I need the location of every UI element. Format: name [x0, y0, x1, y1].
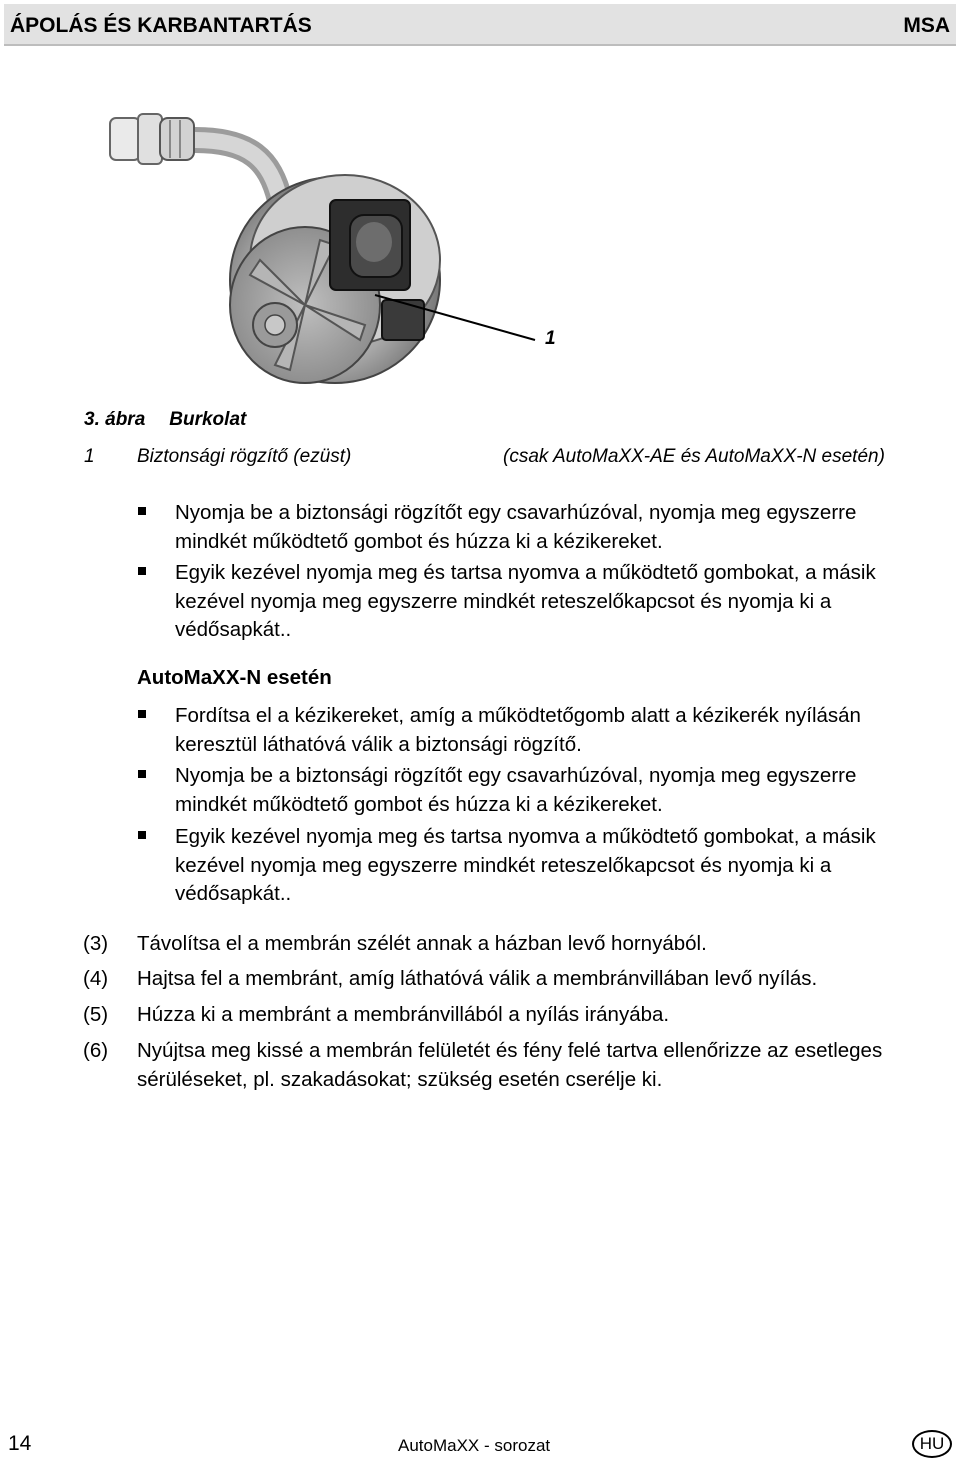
- header-bar: [4, 4, 956, 46]
- legend-number: 1: [84, 446, 95, 467]
- step-number: (3): [83, 932, 109, 955]
- bullet-item: Nyomja be a biztonsági rögzítőt egy csavarhúzóval, nyomja meg egyszerre mindkét működtető gombot és húzza ki a kézikereket.: [175, 762, 915, 819]
- bullet-item: Egyik kezével nyomja meg és tartsa nyomva a működtető gombokat, a másik kezével nyomja meg egyszerre mindkét reteszelőkapcsot és nyomja ki a védősapkát..: [175, 559, 915, 645]
- step-text: Húzza ki a membránt a membránvillából a nyílás irányába.: [137, 1003, 670, 1026]
- language-badge: HU: [912, 1430, 952, 1458]
- figure-caption: [84, 409, 246, 431]
- figure-label: 3. ábra: [84, 409, 146, 430]
- footer-title: AutoMaXX - sorozat: [398, 1436, 551, 1455]
- bullet-item: Fordítsa el a kézikereket, amíg a működtetőgomb alatt a kézikerék nyílásán keresztül láthatóvá válik a biztonsági rögzítő.: [175, 702, 915, 759]
- page-number: 14: [8, 1432, 32, 1455]
- section-title: ÁPOLÁS ÉS KARBANTARTÁS: [10, 14, 312, 37]
- model-name: MSA: [903, 14, 950, 37]
- step-text: Nyújtsa meg kissé a membrán felületét és fény felé tartva ellenőrizze az esetleges sérüléseket, pl. szakadásokat; szükség esetén cserélje ki.: [137, 1039, 883, 1091]
- subheading: AutoMaXX-N esetén: [137, 666, 332, 689]
- callout-number: 1: [545, 328, 556, 349]
- legend-note: (csak AutoMaXX-AE és AutoMaXX-N esetén): [503, 446, 885, 467]
- step-text: Hajtsa fel a membránt, amíg láthatóvá válik a membránvillában levő nyílás.: [137, 967, 818, 990]
- step-number: (4): [83, 967, 109, 990]
- step-number: (5): [83, 1003, 109, 1026]
- housing-illustration: [100, 100, 600, 400]
- figure-title: Burkolat: [169, 409, 247, 430]
- step-text: Távolítsa el a membrán szélét annak a házban levő hornyából.: [137, 932, 707, 955]
- bullet-item: Egyik kezével nyomja meg és tartsa nyomva a működtető gombokat, a másik kezével nyomja meg egyszerre mindkét reteszelőkapcsot és nyomja ki a védősapkát..: [175, 823, 915, 909]
- legend-text: Biztonsági rögzítő (ezüst): [137, 446, 352, 467]
- step-number: (6): [83, 1039, 109, 1062]
- bullet-item: Nyomja be a biztonsági rögzítőt egy csavarhúzóval, nyomja meg egyszerre mindkét működtető gombot és húzza ki a kézikereket.: [175, 499, 915, 556]
